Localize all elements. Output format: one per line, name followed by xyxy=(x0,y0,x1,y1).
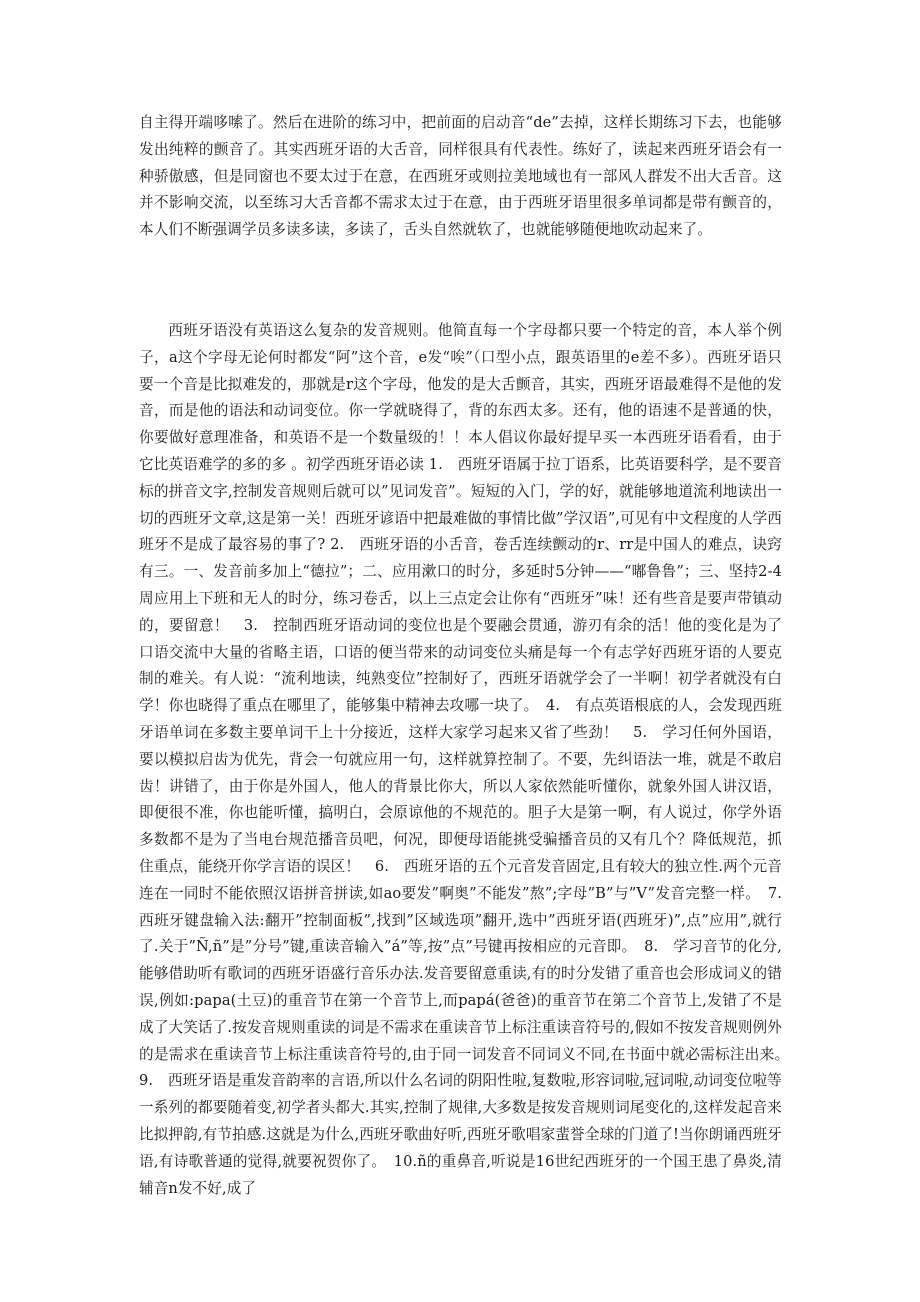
paragraph-trill-practice: 自主得开端哆嗦了。然后在进阶的练习中，把前面的启动音“de”去掉，这样长期练习下去，也能够发出纯粹的颤音了。其实西班牙语的大舌音，同样很具有代表性。练好了，读起来西班牙语会有一种骄傲感，但是同窗也不要太过于在意，在西班牙或则拉美地域也有一部风人群发不出大舌音。这并不影响交流，以至练习大舌音都不需求太过于在意，由于西班牙语里很多单词都是带有颤音的，本人们不断强调学员多读多读，多读了，舌头自然就软了，也就能够随便地吹动起来了。 xyxy=(139,114,782,239)
paragraph-pronunciation-tips: 西班牙语没有英语这么复杂的发音规则。他简直每一个字母都只要一个特定的音，本人举个例子，a这个字母无论何时都发“阿”这个音，e发“唉”（口型小点，跟英语里的e差不多）。西班牙语只要一个音是比拟难发的，那就是r这个字母，他发的是大舌颤音，其实，西班牙语最难得不是他的发音，而是他的语法和动词变位。你一学就晓得了，背的东西太多。还有，他的语速不是普通的快，你要做好意理准备，和英语不是一个数量级的！！本人倡议你最好提早买一本西班牙语看看，由于它比英语难学的多的多 。初学西班牙语必读 1. 西班牙语属于拉丁语系，比英语要科学，是不要音标的拼音文字,控制发音规则后就可以”见词发音”。短短的入门，学的好，就能够地道流利地读出一切的西班牙文章,这是第一关！西班牙谚语中把最难做的事情比做”学汉语”,可见有中文程度的人学西班牙不是成了最容易的事了? 2. 西班牙语的小舌音，卷舌连续颤动的r、rr是中国人的难点，诀窍有三。一、发音前多加上“德拉”；二、应用漱口的时分，多延时5分钟——“嘟鲁鲁”；三、坚持2-4周应用上下班和无人的时分，练习卷舌，以上三点定会让你有“西班牙”味！还有些音是要声带镇动的，要留意！ 3. 控制西班牙语动词的变位也是个要融会贯通，游刃有余的活！他的变化是为了口语交流中大量的省略主语，口语的便当带来的动词变位头痛是每一个有志学好西班牙语的人要克制的难关。有人说：“流利地读，纯熟变位”控制好了，西班牙语就学会了一半啊！初学者就没有白学！你也晓得了重点在哪里了，能够集中精神去攻哪一块了。 4. 有点英语根底的人，会发现西班牙语单词在多数主要单词干上十分接近，这样大家学习起来又省了些劲！ 5. 学习任何外国语，要以模拟启齿为优先，背会一句就应用一句，这样就算控制了。不要，先纠语法一堆，就是不敢启齿！讲错了，由于你是外国人，他人的背景比你大，所以人家依然能听懂你，就象外国人讲汉语，即便很不准，你也能听懂，搞明白，会原谅他的不规范的。胆子大是第一啊，有人说过，你学外语多数都不是为了当电台规范播音员吧，何况，即便母语能挑受骗播音员的又有几个？降低规范，抓住重点，能绕开你学言语的误区！ 6. 西班牙语的五个元音发音固定,且有较大的独立性.两个元音连在一同时不能依照汉语拼音拼读,如ao要发”啊奥”不能发”熬”;字母”B”与”V”发音完整一样。 7. 西班牙键盘输入法:翻开”控制面板”,找到”区域选项”翻开,选中”西班牙语(西班牙)”,点”应用”,就行了.关于”Ñ,ñ”是”分号”键,重读音输入”á”等,按”点”号键再按相应的元音即。 8. 学习音节的化分,能够借助听有歌词的西班牙语盛行音乐办法.发音要留意重读,有的时分发错了重音也会形成词义的错误,例如:papa(土豆)的重音节在第一个音节上,而papá(爸爸)的重音节在第二个音节上,发错了不是成了大笑话了.按发音规则重读的词是不需求在重读音节上标注重读音符号的,假如不按发音规则例外的是需求在重读音节上标注重读音符号的,由于同一词发音不同词义不同,在书面中就必需标注出来。 9. 西班牙语是重发音韵率的言语,所以什么名词的阴阳性啦,复数啦,形容词啦,冠词啦,动词变位啦等一系列的都要随着变,初学者头都大.其实,控制了规律,大多数是按发音规则词尾变化的,这样发起音来比拟押韵,有节拍感.这就是为什么,西班牙歌曲好听,西班牙歌唱家蜚誉全球的门道了!当你朗诵西班牙语,有诗歌普通的觉得,就要祝贺你了。 10.ñ的重鼻音,听说是16世纪西班牙的一个国王患了鼻炎,清辅音n发不好,成了 xyxy=(139,322,797,1197)
